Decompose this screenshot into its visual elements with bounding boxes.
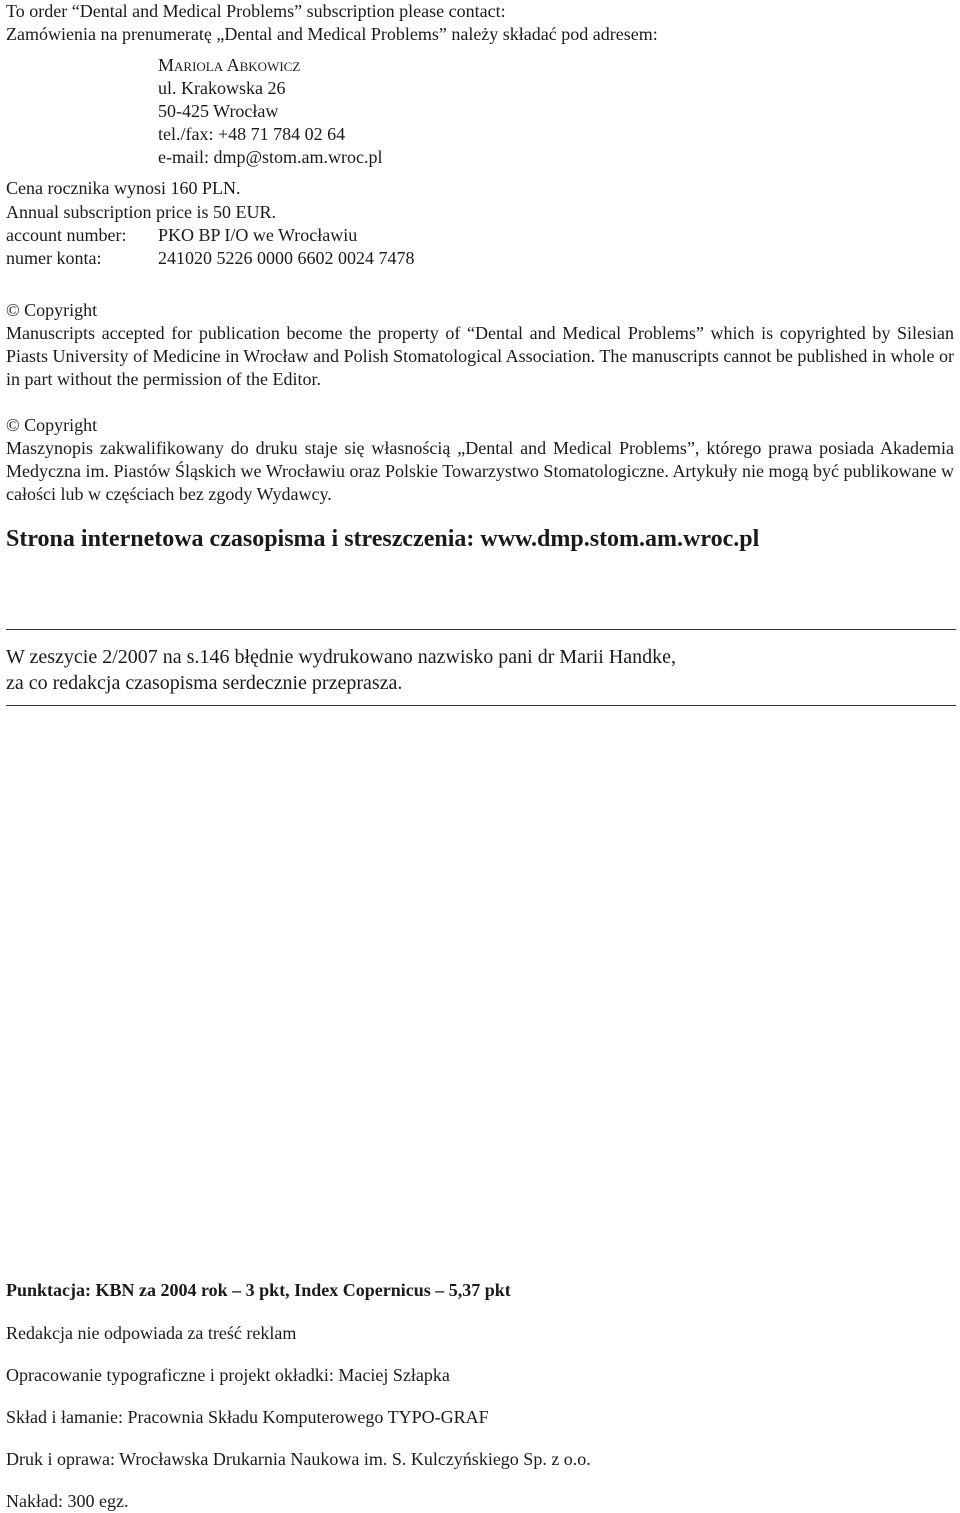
contact-email: e-mail: dmp@stom.am.wroc.pl (158, 147, 383, 167)
contact-city: 50-425 Wrocław (158, 101, 279, 121)
erratum-line-1: W zeszycie 2/2007 na s.146 błędnie wydrukowano nazwisko pani dr Marii Handke, (6, 646, 677, 668)
website-line: Strona internetowa czasopisma i streszczenia: www.dmp.stom.am.wroc.pl (6, 526, 760, 552)
notice-top-divider (6, 629, 956, 630)
copyright-pl-heading: © Copyright (6, 415, 98, 435)
order-line-en: To order “Dental and Medical Problems” subscription please contact: (6, 1, 506, 21)
order-line-pl: Zamówienia na prenumeratę „Dental and Medical Problems” należy składać pod adresem: (6, 24, 658, 44)
account-row-en (0, 224, 960, 247)
account-row-pl (0, 247, 960, 270)
copyright-en-text: Manuscripts accepted for publication become the property of “Dental and Medical Problems” which is copyrighted by Silesian Piasts University of Medicine in Wrocław and Polish Stomatological Association. The manuscripts cannot be published in whole or in part without the permission of the Editor. (6, 323, 954, 389)
contact-name: Mariola Abkowicz (158, 55, 301, 75)
price-pl: Cena rocznika wynosi 160 PLN. (6, 178, 241, 198)
contact-phone: tel./fax: +48 71 784 02 64 (158, 124, 346, 144)
printing-credit: Druk i oprawa: Wrocławska Drukarnia Naukowa im. S. Kulczyńskiego Sp. z o.o. (6, 1449, 591, 1469)
scoring-line: Punktacja: KBN za 2004 rok – 3 pkt, Index Copernicus – 5,37 pkt (6, 1280, 511, 1300)
circulation-line: Nakład: 300 egz. (6, 1491, 129, 1511)
typesetting-credit: Skład i łamanie: Pracownia Składu Komputerowego TYPO-GRAF (6, 1407, 489, 1427)
typography-credit: Opracowanie typograficzne i projekt okładki: Maciej Szłapka (6, 1365, 450, 1385)
copyright-pl-text: Maszynopis zakwalifikowany do druku staje się własnością „Dental and Medical Problems”, którego prawa posiada Akademia Medyczna im. Piastów Śląskich we Wrocławiu oraz Polskie Towarzystwo Stomatologiczne. Artykuły nie mogą być publikowane w całości lub w częściach bez zgody Wydawcy. (6, 438, 954, 504)
account-label-pl: numer konta: (6, 248, 102, 268)
notice-bottom-divider (6, 705, 956, 706)
contact-street: ul. Krakowska 26 (158, 78, 286, 98)
ads-disclaimer: Redakcja nie odpowiada za treść reklam (6, 1323, 297, 1343)
price-en: Annual subscription price is 50 EUR. (6, 202, 276, 222)
copyright-en-heading: © Copyright (6, 300, 98, 320)
erratum-line-2: za co redakcja czasopisma serdecznie przeprasza. (6, 672, 403, 694)
account-label-en: account number: (6, 225, 127, 245)
account-value-en: PKO BP I/O we Wrocławiu (158, 225, 358, 245)
account-value-pl: 241020 5226 0000 6602 0024 7478 (158, 248, 415, 268)
